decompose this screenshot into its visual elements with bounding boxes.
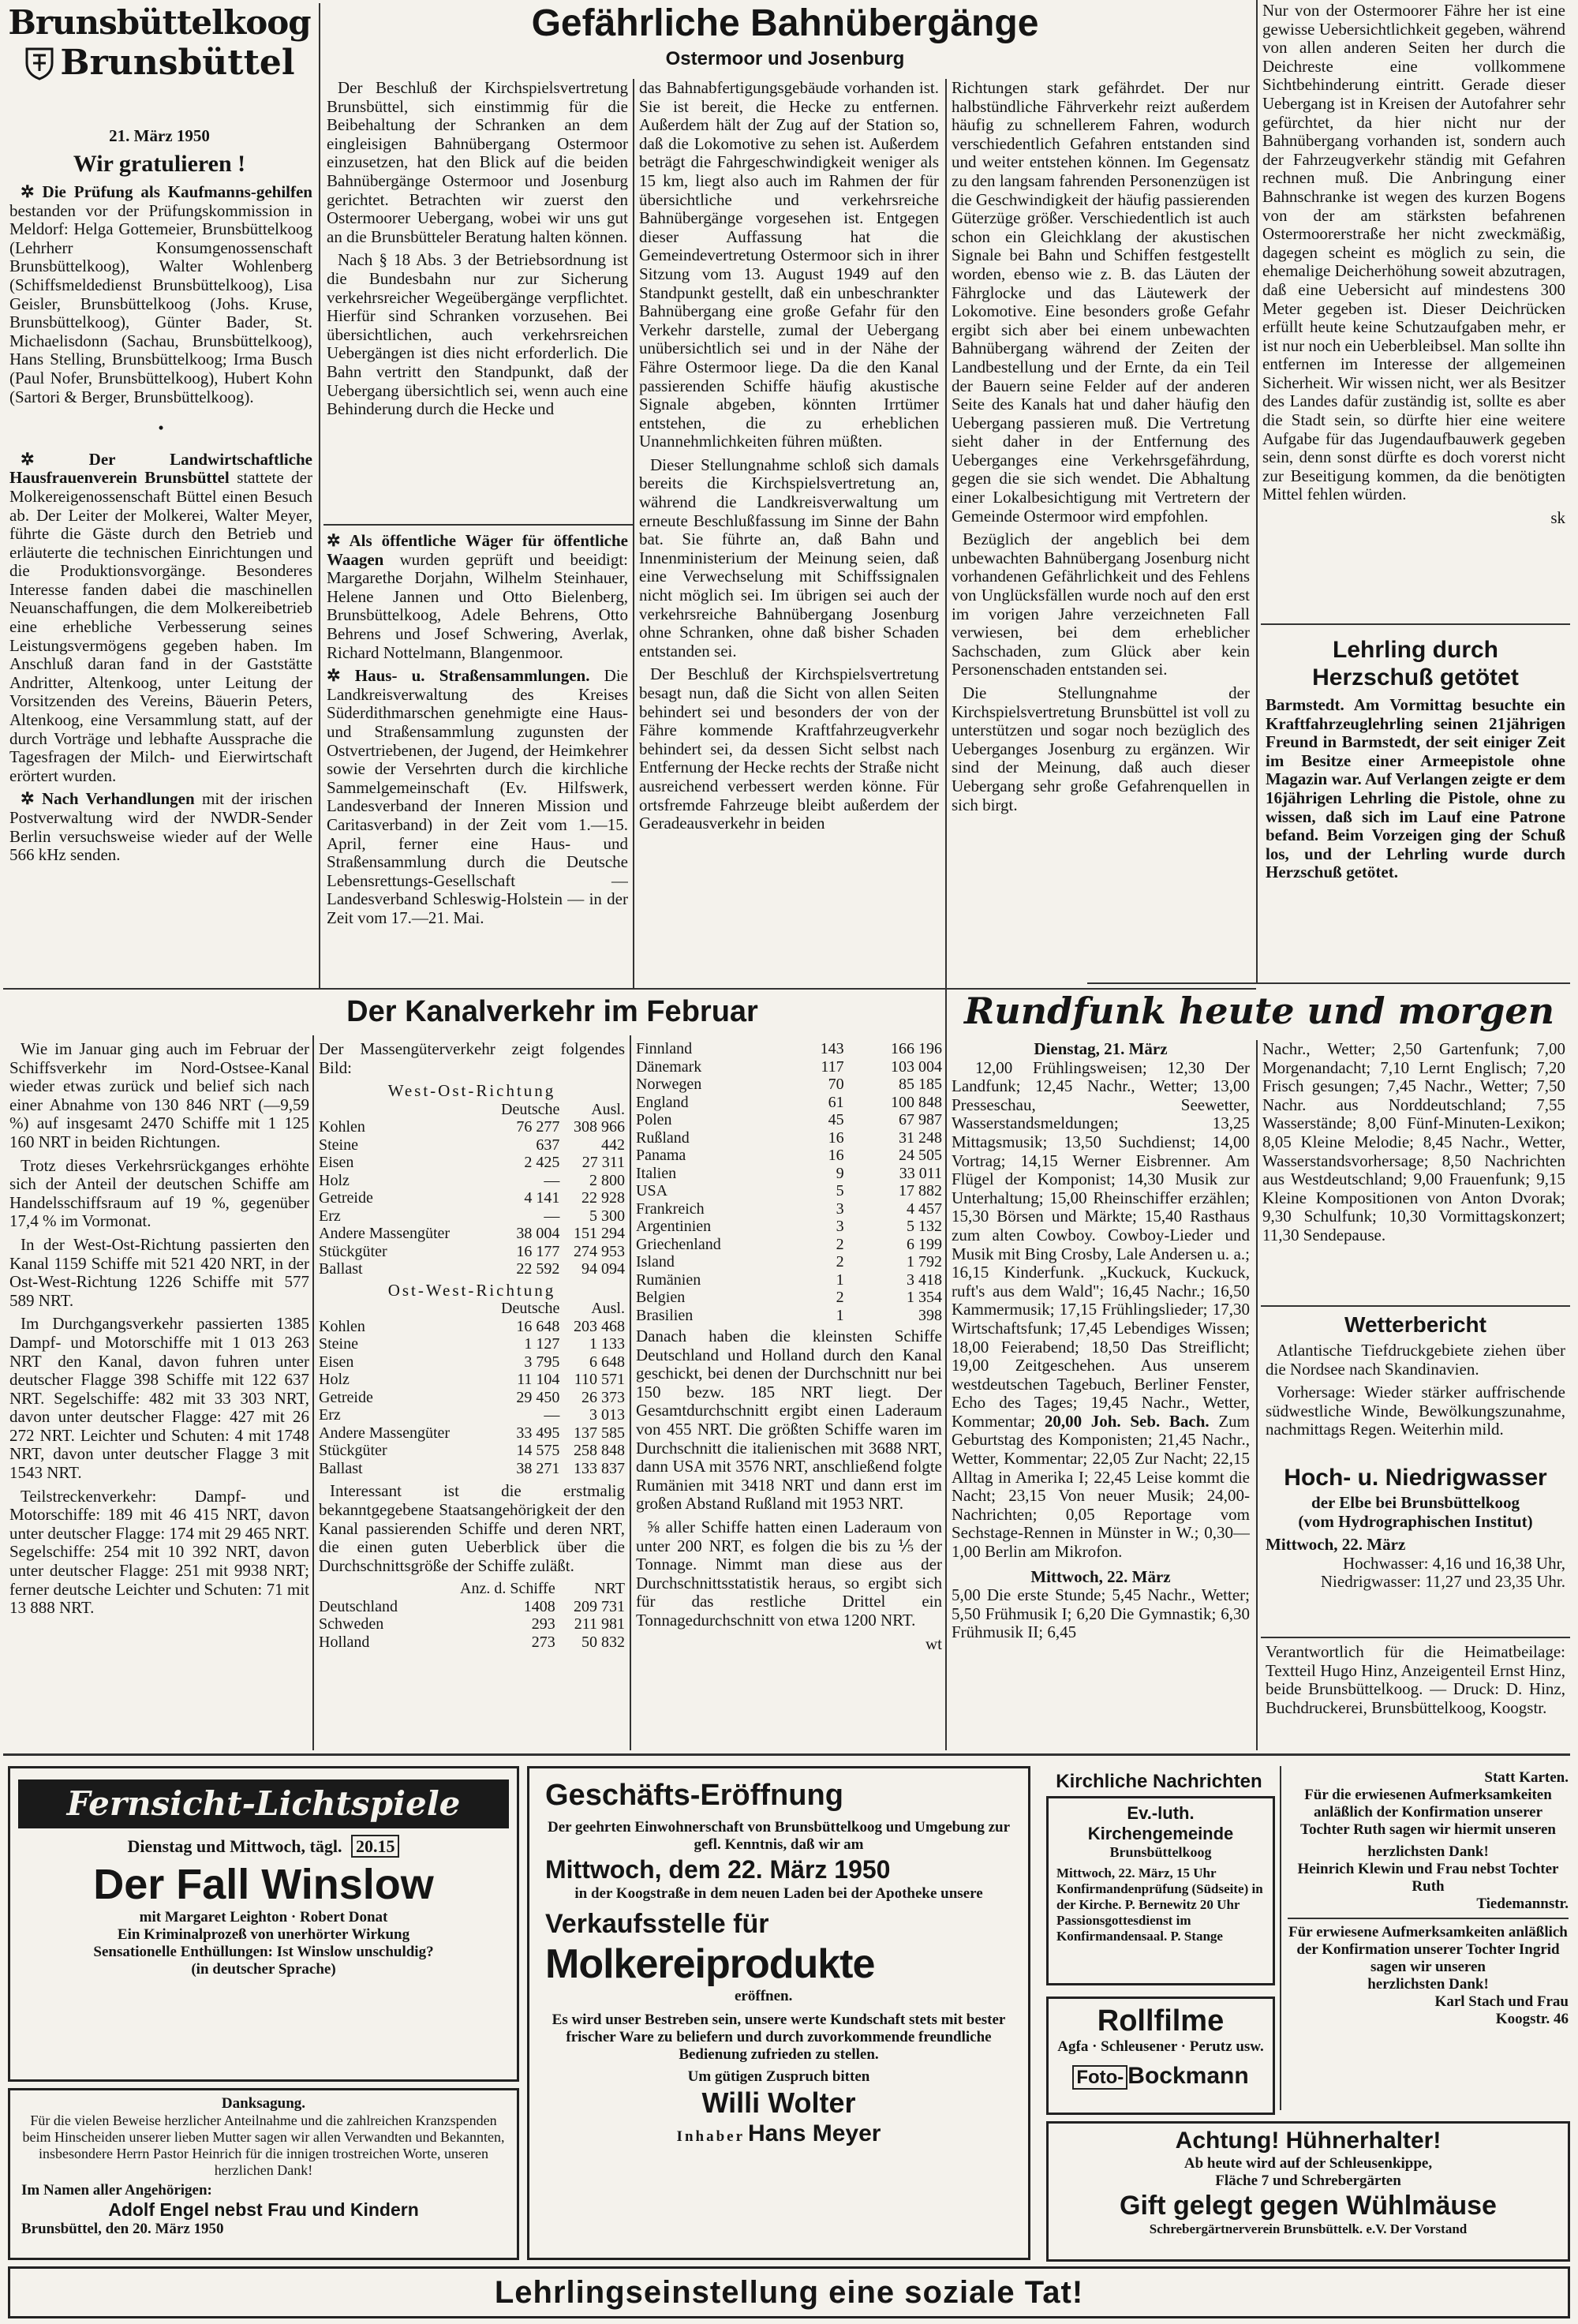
table-cell: 117 [821, 1057, 844, 1076]
wasser-sub2: (vom Hydrographischen Institut) [1298, 1512, 1533, 1531]
bahn-c3p3: Die Stellungnahme der Kirchspielsvertretung Brunsbüttel ist voll zu unterstützen und sogar noch bezüglich des Ueberganges Josenburg zu ergänzen. Wir sind der Meinung, daß auch dieser Uebergang sehr große Gefahrenquellen in sich birgt. [952, 683, 1250, 814]
dank-name: Adolf Engel nebst Frau und Kindern [108, 2199, 419, 2220]
kino-ad [8, 1766, 519, 2082]
kino-l2: Sensationelle Enthüllungen: Ist Winslow unschuldig? [93, 1944, 434, 1960]
table-cell: Griechenland [636, 1235, 721, 1253]
geschaeft-title: Geschäfts-Eröffnung [545, 1779, 843, 1812]
table-cell: — [544, 1406, 560, 1424]
impressum: Verantwortlich für die Heimatbeilage: Textteil Hugo Hinz, Anzeigenteil Ernst Hinz, beide Brunsbüttelkoog. — Druck: D. Hinz, Buchdruckerei, Brunsbüttelkoog, Koogstr. [1266, 1643, 1565, 1717]
kanal-signature: wt [925, 1634, 942, 1653]
danksagung-ad [8, 2088, 519, 2260]
table-cell: 293 [531, 1615, 555, 1634]
footer-text: Lehrlingseinstellung eine soziale Tat! [494, 2275, 1084, 2310]
kino-l3: (in deutscher Sprache) [191, 1961, 336, 1978]
bahn-c4-signature: sk [1550, 508, 1565, 528]
table-row [636, 1094, 942, 1112]
table-cell: 38 271 [516, 1459, 560, 1477]
table-cell: 14 575 [516, 1442, 560, 1460]
rundfunk-title: Rundfunk heute und morgen [963, 990, 1555, 1032]
kino-when: Dienstag und Mittwoch, tägl. [127, 1836, 342, 1856]
table-cell: England [636, 1093, 689, 1111]
ow-col-au: Ausl. [591, 1300, 625, 1318]
table-cell: 1 792 [907, 1253, 942, 1271]
table-cell: Italien [636, 1164, 677, 1182]
bahn-c2p3: Der Beschluß der Kirchspielsvertretung besagt nun, daß die Sicht von allen Seiten behindert sei und besonders der von der Fähre kommende Kraftfahrzeugverkehr behindert sei, da dessen Sicht selbst nach Entfernung der Hecke rechts der Straße nicht ausreichend verbessert werden könne. Für ortsfremde Fahrzeuge bleibt außerdem der Geradeausverkehr in beiden [639, 664, 939, 833]
table-row [319, 1154, 625, 1172]
table-cell: 2 800 [589, 1171, 625, 1189]
wasser-title: Hoch- u. Niedrigwasser [1284, 1465, 1547, 1491]
gratulieren-p1-head: Die Prüfung als Kaufmanns-gehilfen [42, 183, 312, 201]
table-cell: Frankreich [636, 1199, 705, 1218]
nat-head-k [319, 1580, 426, 1598]
table-row [636, 1200, 942, 1218]
geschaeft-big: Molkereiprodukte [545, 1941, 875, 1987]
table-row [319, 1424, 625, 1443]
bahn-c4p1: Nur von der Ostermoorer Fähre her ist eine gewisse Uebersichtlichkeit gegeben, während von allen anderen Seiten her durch die Deichreste eine vollkommene Sichtbehinderung eintritt. Gerade dieser Uebergang ist in Kreisen der Autofahrer sehr gefürchtet, da hier nicht nur der Bahnübergang vorhanden ist, sondern auch der Fahrzeugverkehr ständig mit Gefahren rechnen muß. Die Anbringung einer Bahnschranke ist wegen des kurzen Bogens von der am stärksten befahrenen Ostermoorerstraße her nicht zweckmäßig, dagegen scheint es möglich zu sein, die ehemalige Deicherhöhung soweit abzutragen, daß eine Uebersicht auf mindestens 300 Meter gegeben ist. Dieser Deichrücken erfüllt heute keine Schutzaufgaben mehr, er ist nur noch ein Ueberbleibsel. Man sollte ihn entfernen im Interesse der allgemeinen Sicherheit. Wir wissen nicht, wer als Besitzer des Landes dafür zuständig ist, sollte es aber die Stadt sein, so dürfte hier eine weitere Aufgabe für das Jugendaufbauwerk gegeben sein, denn sonst dürfte es doch vorerst nicht zur Beseitigung kommen, da die benötigten Mittel fehlen würden. [1262, 2, 1565, 504]
table-row [319, 1353, 625, 1372]
rundfunk-day2: Mittwoch, 22. März [1030, 1566, 1171, 1586]
bahn-c3p2: Bezüglich der angeblich bei dem unbewachten Bahnübergang Josenburg nicht vorhandenen Gefährlichkeit und des Fehlens von Unglücksfällen wurde noch auf den erst im vorigen Jahre verzeichneten Fall verwiesen, bei dem erheblicher Sachschaden, zum Glück aber kein Personenschaden entstanden sei. [952, 530, 1250, 679]
rundfunk-text3: Nachr., Wetter; 2,50 Gartenfunk; 7,00 Morgenandacht; 7,10 Lernt Englisch; 7,20 Frisch gesungen; 7,45 Nachr., Wetter; 7,50 Nachr. aus Norddeutschland; 7,55 Wasserstände; 8,00 Fünf-Minuten-Lexikon; 8,05 Kleine Melodie; 8,45 Nachr., Wetter, Wasserstandsvorhersage; 8,50 Nachrichten aus Westdeutschland; 9,00 Frauenfunk; 9,15 Kleine Kompositionen von Anton Dvorak; 9,30 Schulfunk; 10,30 Vormittagskonzert; 11,30 Sendepause. [1262, 1040, 1565, 1244]
table-cell: 33 011 [899, 1164, 942, 1182]
gratulieren-p3-head: Nach Verhandlungen [41, 789, 195, 809]
dank-title: Danksagung. [221, 2095, 306, 2112]
table-row [319, 1207, 625, 1226]
table-cell: Steine [319, 1136, 358, 1154]
wasser-day: Mittwoch, 22. März [1266, 1536, 1406, 1554]
table-cell: 45 [828, 1111, 844, 1128]
rollfilme-sub: Agfa · Schleusener · Perutz usw. [1057, 2038, 1264, 2055]
bahn-c2p1: das Bahnabfertigungsgebäude vorhanden ist. Sie ist bereit, die Hecke zu entfernen. Außerdem hält der Zug auf der Station so, daß die Lokomotive zu sehen ist. Außerdem beträgt die Fahrgeschwindigkeit weniger als 15 km, liegt also auch im Rahmen der für übersichtliche und verkehrsreiche Bahnübergänge vorgesehen ist. Entgegen dieser Auffassung hat die Gemeindevertretung Ostermoor sich in ihrer Sitzung vom 13. August 1949 auf den Standpunkt gestellt, daß ein unbeschrankter Bahnübergang eine große Gefahr für den Verkehr darstelle, zumal der Uebergang unübersichtlich sei und in der Nähe der Fähre Ostermoor liege. Da die den Kanal passierenden Schiffe häufig akustische Signale abgeben, könnten Irrtümer entstehen, die zu erheblichen Unannehmlichkeiten führen müßten. [639, 79, 939, 451]
gratulieren-p3: mit der irischen Postverwaltung wird der NWDR-Sender Berlin versuchsweise wieder auf der Welle 566 kHz senden. [9, 789, 312, 865]
gratulieren-title: Wir gratulieren ! [73, 151, 246, 177]
table-cell: 398 [918, 1306, 942, 1324]
rundfunk-bach: 20,00 Joh. Seb. Bach. [1044, 1411, 1210, 1431]
rundfunk-col1 [952, 1040, 1250, 1750]
table-row [636, 1058, 942, 1076]
table-cell: Kohlen [319, 1118, 365, 1136]
table-cell: 27 311 [581, 1154, 625, 1172]
table-cell: 3 795 [524, 1353, 560, 1371]
table-cell: 273 [531, 1633, 555, 1651]
table-cell: Stückgüter [319, 1442, 387, 1460]
table-cell: 5 132 [907, 1218, 942, 1235]
geschaeft-open: eröffnen. [735, 1988, 793, 2004]
table-cell: Deutschland [319, 1597, 398, 1615]
ow-heading: Ost-West-Richtung [387, 1280, 556, 1300]
table-cell: 4 457 [907, 1199, 942, 1218]
dank-namen: Im Namen aller Angehörigen: [21, 2182, 212, 2199]
table-cell: 209 731 [574, 1597, 625, 1615]
table-cell: 61 [828, 1093, 844, 1111]
table-cell: Erz [319, 1406, 341, 1424]
karten-o2: Koogstr. 46 [1495, 2011, 1569, 2027]
table-row [636, 1182, 942, 1200]
rollfilme-ad [1046, 1997, 1275, 2115]
table-cell: Getreide [319, 1189, 373, 1207]
rundfunk-text1b: Zum Geburtstag des Komponisten; 21,45 Nachr., Wetter, Kommentar; 22,05 Zur Nacht; 22,15 Alltag in Amerika I; 22,45 Leise kommt die Nacht; 23,15 Von neuer Musik; 24,00-Nachrichten; 0,05 Reportage vom Sechstage-Rennen in Münster in W.; 0,30—1,00 Berlin am Mikrofon. [952, 1411, 1250, 1562]
bahn-c1p2: Nach § 18 Abs. 3 der Betriebsordnung ist die Bundesbahn nur zur Sicherung verkehrsreicher Wegeübergänge verpflichtet. Hierfür sind Schranken vorzusehen. Bei übersichtlichen, auch verkehrsreichen Uebergängen ist dies nicht erforderlich. Die Bahn vertritt den Standpunkt, daß der Uebergang übersichtlich sei, wenn auch eine Behinderung durch die Hecke und [327, 250, 628, 419]
karten-ad [1288, 1769, 1569, 2109]
geschaeft-intro: Der geehrten Einwohnerschaft von Brunsbüttelkoog und Umgebung zur gefl. Kenntnis, daß wir am [547, 1819, 1011, 1853]
kirche-sub2: Kirchengemeinde [1087, 1824, 1234, 1843]
wetter-vorhersage: Vorhersage: Wieder stärker auffrischende südwestliche Winde, Bewölkungszunahme, nachmittags Regen. Weiterhin mild. [1266, 1383, 1565, 1439]
ow-col-de: Deutsche [501, 1300, 560, 1318]
table-cell: Panama [636, 1147, 686, 1164]
bahn-c1p1: Der Beschluß der Kirchspielsvertretung Brunsbüttel, sich einstimmig für die Beibehaltung der Schranken an dem eingleisigen Bahnübergang Ostermoor einzusetzen, hat den Blick auf die beiden Bahnübergänge Ostermoor und Josenburg gerichtet. Betrachten wir zuerst den Ostermoorer Uebergang, wobei wir uns gut an die Brunsbütteler Beratung halten können. [327, 79, 628, 246]
huehner-sig: Schrebergärtnerverein Brunsbüttelk. e.V. Der Vorstand [1149, 2221, 1468, 2236]
geschaeft-text: Es wird unser Bestreben sein, unsere werte Kundschaft stets mit bester frischer Ware zu beliefern und durch zuvorkommende freundliche Bedienung zufrieden zu stellen. [552, 2012, 1006, 2063]
bahn-col4 [1262, 2, 1565, 625]
masthead-line1: Brunsbüttelkoog [8, 3, 311, 42]
geschaeft-name1: Willi Wolter [701, 2086, 856, 2119]
table-cell: 637 [536, 1136, 560, 1154]
table-cell: 16 [828, 1147, 844, 1164]
rundfunk-col2 [1262, 1040, 1565, 1308]
kirche-sub1: Ev.-luth. [1127, 1803, 1195, 1823]
geschaeft-l2: in der Koogstraße in dem neuen Laden bei der Apotheke unsere [574, 1885, 983, 1902]
table-cell: 3 013 [589, 1406, 625, 1424]
table-cell: 94 094 [581, 1260, 625, 1278]
footer-banner [8, 2266, 1570, 2318]
table-cell: Eisen [319, 1154, 354, 1172]
wetter-text: Atlantische Tiefdruckgebiete ziehen über die Nordsee nach Skandinavien. [1266, 1342, 1565, 1379]
kino-cast: mit Margaret Leighton · Robert Donat [139, 1909, 388, 1925]
table-cell: 100 848 [891, 1093, 942, 1111]
table-cell: 17 882 [899, 1182, 942, 1199]
huehner-ad [1046, 2121, 1570, 2262]
wasser-hoch: Hochwasser: 4,16 und 16,38 Uhr, [1342, 1553, 1565, 1573]
sammlung-text: Die Landkreisverwaltung des Kreises Süderdithmarschen genehmigte eine Haus- und Straßensammlung zugunsten der Ostvertriebenen, der Jugend, der Heimkehrer sowie der Versehrten durch die kirchliche Sammelgemeinschaft (Ev. Hilfswerk, Landesverband der Inneren Mission und Caritasverband) in der Zeit vom 1.—15. April, ferner eine Haus- und Straßensammlung durch die Deutsche Lebensrettungs-Gesellschaft — Landesverband Schleswig-Holstein — in der Zeit vom 17.—21. Mai. [327, 666, 628, 927]
masthead [6, 3, 312, 84]
karten-t2: Für erwiesene Aufmerksamkeiten anläßlich der Konfirmation unserer Tochter Ingrid sagen wir unseren [1288, 1924, 1568, 1975]
table-row [319, 1634, 625, 1652]
karten-d1: herzlichsten Dank! [1367, 1843, 1489, 1860]
wasser-sub1: der Elbe bei Brunsbüttelkoog [1311, 1493, 1520, 1512]
table-cell: — [544, 1171, 560, 1189]
table-cell: 203 468 [574, 1317, 625, 1335]
table-row [636, 1253, 942, 1271]
table-cell: Rußland [636, 1128, 690, 1147]
table-cell: Rumänien [636, 1271, 701, 1289]
wo-heading: West-Ost-Richtung [387, 1081, 556, 1101]
nat-table-2 [636, 1040, 942, 1324]
kanal-col2 [319, 1040, 625, 1750]
kanal-p8: ⅝ aller Schiffe hatten einen Laderaum von unter 200 NRT, es folgen die bis zu ⅕ der Tonnage. Nimmt man diese aus der Durchschnittsstatistik heraus, so ergibt sich für das restliche Drittel ein Tonnagedurchschnitt von etwa 1200 NRT. [636, 1517, 942, 1630]
table-cell: 2 [836, 1289, 844, 1306]
table-row [319, 1189, 625, 1207]
table-row [319, 1243, 625, 1261]
table-cell: 143 [820, 1040, 844, 1057]
geschaeft-ad [527, 1766, 1030, 2260]
table-row [636, 1129, 942, 1147]
table-cell: — [544, 1207, 560, 1225]
table-cell: Andere Massengüter [319, 1225, 451, 1243]
table-cell: Andere Massengüter [319, 1424, 451, 1442]
dank-text: Für die vielen Beweise herzlicher Anteilnahme und die zahlreichen Kranzspenden beim Hinscheiden unserer lieben Mutter sagen wir allen Verwandten und Bekannten, insbesondere Herrn Pastor Heinrich für die innigen trostreichen Worte, unseren herzlichen Dank! [22, 2113, 505, 2178]
table-cell: Getreide [319, 1388, 373, 1406]
table-cell: USA [636, 1182, 668, 1199]
table-row [319, 1615, 625, 1634]
issue-date: 21. März 1950 [109, 126, 210, 145]
table-row [319, 1136, 625, 1155]
kanal-col1 [9, 1040, 309, 1750]
table-row [319, 1442, 625, 1460]
waeger-head: Als öffentliche Wäger für öffentliche Waagen [327, 532, 628, 569]
table-cell: 9 [836, 1164, 844, 1182]
table-cell: Schweden [319, 1615, 384, 1634]
table-cell: 16 648 [516, 1317, 560, 1335]
huehner-l1: Ab heute wird auf der Schleusenkippe, [1184, 2155, 1433, 2172]
table-cell: Finnland [636, 1040, 693, 1057]
geschaeft-sub: Verkaufsstelle für [545, 1909, 769, 1939]
table-cell: 31 248 [899, 1128, 942, 1147]
ow-table [319, 1300, 625, 1477]
kanal-p3: In der West-Ost-Richtung passierten den Kanal 1159 Schiffe mit 521 420 NRT, in der Ost-West-Richtung 1226 Schiffe mit 577 589 NRT. [9, 1234, 309, 1310]
karten-t1: Für die erwiesenen Aufmerksamkeiten anläßlich der Konfirmation unserer Tochter Ruth sagen wir hiermit unseren [1300, 1787, 1556, 1838]
lehrling-text: Barmstedt. Am Vormittag besuchte ein Kraftfahrzeuglehrling seinen 21jährigen Freund in Barmstedt, der seit einiger Zeit im Besitze einer Armeepistole ohne Magazin war. Auf Verlangen zeigte er dem 16jährigen Lehrling die Pistole, ohne zu wissen, daß sich im Lauf eine Patrone befand. Beim Vorzeigen ging der Schuß los, und der Lehrling wurde durch Herzschuß getötet. [1266, 696, 1565, 882]
table-row [319, 1335, 625, 1353]
lehrling-title [1261, 636, 1570, 691]
gratulieren-p2: stattete der Molkereigenossenschaft Büttel einen Besuch ab. Der Leiter der Molkerei, Walter Meyer, führte die Gäste durch den Betrieb und erläuterte die technischen Einrichtungen und die Produktionsvorgänge. Besonderes Interesse fanden dabei die maschinellen Neuanschaffungen, die dem Molkereibetrieb eine erhebliche Verbesserung seines Leistungsvermögens gegeben haben. Im Anschluß daran fand in der Gaststätte Andritter, Altenkoog, unter Leitung der Vorsitzenden des Vereins, Bäuerin Peters, Altenkoog, eine Versammlung statt, auf der durch Vorträge und lebhafte Aussprache die Tagesfragen der Milch- und Eierwirtschaft erörtert wurden. [9, 468, 312, 785]
table-cell: 133 837 [574, 1459, 625, 1477]
bahn-c3p1: Richtungen stark gefährdet. Der nur halbstündliche Fährverkehr reizt außerdem häufig zu schnellerem Fahren, wodurch verschiedentlich Gefahren entstanden sind und weiter entstehen können. Im Gegensatz zu den langsam fahrenden Personenzügen ist die Geschwindigkeit der häufig passierenden Güterzüge größer. Verschiedentlich ist auch schon ein Gleichklang der akustischen Signale bei Bahn und Schiffen festgestellt worden, ebenso wie z. B. das Läuten der Fährglocke und das Läutewerk der Lokomotive. Eine besonders große Gefahr ergibt sich aber bei einem unbewachten Bahnübergang während der Zeiten der Landbestellung und der Ernte, da ein Teil der Bauern seine Felder auf der anderen Seite des Kanals hat und daher häufig den Uebergang passieren muß. Die Vertretung sieht daher in der Entfernung des Ueberganges eine Verkehrsgefährdung, gegen die sie sich wendet. Die Abhaltung einer Lokalbesichtigung mit Vertretern der Gemeinde Ostermoor wird empfohlen. [952, 79, 1250, 526]
table-row [636, 1307, 942, 1325]
table-cell: 50 832 [581, 1633, 625, 1651]
table-cell: Norwegen [636, 1076, 702, 1093]
table-row [636, 1289, 942, 1307]
kino-film: Der Fall Winslow [93, 1861, 434, 1908]
bahn-title: Gefährliche Bahnübergänge [531, 2, 1039, 44]
table-cell: 24 505 [899, 1147, 942, 1164]
table-cell: Kohlen [319, 1317, 365, 1335]
table-cell: Ballast [319, 1459, 363, 1477]
kino-l1: Ein Kriminalprozeß von unerhörter Wirkung [117, 1926, 410, 1943]
karten-n1: Heinrich Klewin und Frau nebst Tochter Ruth [1297, 1861, 1559, 1895]
karten-d2: herzlichsten Dank! [1367, 1976, 1489, 1993]
geschaeft-inh: Inhaber [676, 2128, 746, 2145]
bahn-col3 [952, 79, 1250, 988]
kanal-p1: Wie im Januar ging auch im Februar der Schiffsverkehr im Nord-Ostsee-Kanal wieder etwas zurück und belief sich nach einer Abnahme von 130 846 NRT (—9,59 %) auf insgesamt 2470 Schiffe mit 1 125 160 NRT in beiden Richtungen. [9, 1040, 309, 1151]
table-row [636, 1040, 942, 1058]
gratulieren-p1: bestanden vor der Prüfungskommission in Meldorf: Helga Gottemeier, Brunsbüttelkoog (Lehrherr Konsumgenossenschaft Brunsbüttelkoog), Walter Wohlenberg (Schiffsmeldedienst Brunsbüttelkoog), Lisa Geisler, Brunsbüttelkoog (Johs. Kruse, Brunsbüttelkoog), Günter Bader, St. Michaelisdonn (Sachau, Brunsbüttelkoog), Hans Stelling, Brunsbüttelkoog; Irma Busch (Paul Nofer, Brunsbüttelkoog), Hubert Kohn (Sartori & Berger, Brunsbüttelkoog). [9, 200, 312, 406]
dank-ort: Brunsbüttel, den 20. März 1950 [21, 2221, 224, 2237]
kino-time: 20.15 [351, 1835, 400, 1858]
table-cell: 137 585 [574, 1424, 625, 1442]
table-cell: 22 928 [581, 1189, 625, 1207]
table-cell: Island [636, 1253, 675, 1271]
coat-of-arms-icon [24, 46, 55, 80]
sammlung-head: Haus- u. Straßensammlungen. [354, 666, 590, 686]
wasser-column [1266, 1536, 1565, 1607]
table-row [319, 1406, 625, 1424]
waeger-column: ✲ Als öffentliche Wäger für öffentliche Waagen wurden geprüft und beeidigt: Margarethe Dorjahn, Wilhelm Steinhauer, Helene Jannen und Otto Bielenberg, Brunsbüttelkoog, Adele Behrens, Otto Behrens und Josef Schwering, Averlak, Richard Nottelmann, Blangenmoor. ✲ Haus- u. Straßensammlungen. Die Landkreisverwaltung des Kreises Süderdithmarschen genehmigte eine Haus- und Straßensammlung zugunsten der Ostvertriebenen, der Jugend, der Heimkehrer sowie der Versehrten durch die kirchliche Sammelgemeinschaft (Ev. Hilfswerk, Landesverband der Inneren Mission und Caritasverband) in der Zeit vom 1.—15. April, ferner eine Haus- und Straßensammlung durch die Deutsche Lebensrettungs-Gesellschaft — Landesverband Schleswig-Holstein — in der Zeit vom 17.—21. Mai. [327, 532, 628, 927]
table-row [636, 1271, 942, 1289]
kanal-p2: Trotz dieses Verkehrsrückganges erhöhte sich der Anteil der deutschen Schiffe am Handelsschiffsraum auf 19 %, gegenüber 17,4 % im Vormonat. [9, 1155, 309, 1231]
table-row [636, 1147, 942, 1165]
table-row [636, 1165, 942, 1183]
karten-h: Statt Karten. [1484, 1769, 1569, 1786]
table-cell: 29 450 [516, 1388, 560, 1406]
table-row [319, 1389, 625, 1407]
geschaeft-bitte: Um gütigen Zuspruch bitten [687, 2068, 870, 2085]
table-row [319, 1460, 625, 1478]
table-cell: 4 141 [524, 1189, 560, 1207]
table-cell: 26 373 [581, 1388, 625, 1406]
table-cell: 5 [836, 1182, 844, 1199]
table-row [319, 1260, 625, 1278]
nat-head-n: NRT [594, 1580, 625, 1598]
table-row [319, 1118, 625, 1136]
table-cell: 70 [828, 1076, 844, 1093]
table-cell: 85 185 [899, 1076, 942, 1093]
nat-head-s: Anz. d. Schiffe [460, 1580, 555, 1598]
table-cell: 442 [601, 1136, 625, 1154]
lehrling-title-1: Lehrling durch [1333, 637, 1498, 663]
table-cell: 6 199 [907, 1235, 942, 1253]
table-row [319, 1371, 625, 1389]
table-row [636, 1111, 942, 1129]
kirche-title: Kirchliche Nachrichten [1056, 1771, 1262, 1792]
wo-col-au: Ausl. [591, 1100, 625, 1118]
kirche-text: Mittwoch, 22. März, 15 Uhr Konfirmandenprüfung (Südseite) in der Kirche. P. Bernewitz 20 Uhr Passionsgottesdienst im Konfirmandensaal. P. Stange [1056, 1866, 1263, 1944]
table-cell: 166 196 [891, 1040, 942, 1057]
table-cell: 1 127 [524, 1335, 560, 1353]
table-cell: 67 987 [899, 1111, 942, 1128]
bahn-c2p2: Dieser Stellungnahme schloß sich damals bereits die Kirchspielsvertretung an, während die Landkreisverwaltung um erneute Beschlußfassung im Sinne der Bahn bat. Sie führte an, daß Bahn und Innenministerium der Meinung seien, daß eine Verwechselung mit Schiffssignalen nicht möglich sei. Im übrigen sei auch der verkehrsreiche Bahnübergang Josenburg ohne Schranken, ohne daß bisher Schaden entstanden sei. [639, 455, 939, 661]
wo-table [319, 1101, 625, 1278]
bahn-col2 [639, 79, 939, 988]
table-cell: 103 004 [891, 1057, 942, 1076]
table-cell: Eisen [319, 1353, 354, 1371]
table-row [319, 1225, 625, 1243]
table-cell: 1408 [523, 1597, 555, 1615]
table-cell: 2 [836, 1235, 844, 1253]
table-row [319, 1318, 625, 1336]
kirche-sub3: Brunsbüttelkoog [1109, 1844, 1212, 1860]
table-cell: Steine [319, 1335, 358, 1353]
table-cell: 2 425 [524, 1154, 560, 1172]
rollfilme-title: Rollfilme [1097, 2004, 1225, 2038]
kanal-intro: Der Massengüterverkehr zeigt folgendes Bild: [319, 1040, 625, 1077]
table-cell: 151 294 [574, 1225, 625, 1243]
kino-name: Fernsicht-Lichtspiele [66, 1784, 461, 1823]
rollfilme-name: Bockmann [1127, 2063, 1249, 2089]
table-cell: 274 953 [574, 1242, 625, 1260]
table-cell: 33 495 [516, 1424, 560, 1442]
rundfunk-text2: 5,00 Die erste Stunde; 5,45 Nachr., Wetter; 5,50 Frühmusik I; 6,20 Die Gymnastik; 6,30 Frühmusik II; 6,45 [952, 1585, 1250, 1642]
table-cell: Belgien [636, 1289, 686, 1306]
kanal-p6: Interessant ist die erstmalig bekanntgegebene Staatsangehörigkeit der den Kanal passierenden Schiffe und deren NRT, die einen guten Ueberblick über die Durchschnittsgröße der Schiffe zuläßt. [319, 1481, 625, 1575]
wasser-niedrig: Niedrigwasser: 11,27 und 23,35 Uhr. [1320, 1572, 1565, 1592]
table-cell: 1 133 [589, 1335, 625, 1353]
masthead-line2: Brunsbüttel [60, 43, 295, 83]
huehner-title: Achtung! Hühnerhalter! [1175, 2128, 1442, 2154]
bahn-subtitle: Ostermoor und Josenburg [665, 48, 905, 69]
rundfunk-text1: 12,00 Frühlingsweisen; 12,30 Der Landfunk; 12,45 Nachr., Wetter; 13,00 Presseschau, Seewetter, Wasserstandsmeldungen; 13,25 Mittagsmusik; 13,50 Suchdienst; 14,00 Vortrag; 14,15 Werner Eisbrenner. Am Flügel der Komponist; 14,30 Musik zur Unterhaltung; 15,00 Rheinschiffer erzählen; 15,30 Börsen und Märkte; 15,40 Rasthaus zum alten Cowboy. Cowboy-Lieder und Musik mit Bing Crosby, Lale Andersen u. a.; 16,15 Kinderfunk. „Kuckuck, Kuckuck, ruft's aus dem Wald"; 16,45 Nachr.; 16,50 Kammermusik; 17,15 Frühlingslieder; 17,30 Wirtschaftsfunk; 17,45 Lebendiges Wissen; 18,00 Feierabend; 18,50 Das Streiflicht; 19,00 Zeitgeschehen. Aus unserem westdeutschen Tagebuch, Berliner Fenster, Echo des Tages; 19,45 Nachr., Wetter, Kommentar; [952, 1057, 1250, 1431]
kanal-title: Der Kanalverkehr im Februar [346, 995, 758, 1028]
table-cell: 1 [836, 1271, 844, 1289]
table-row [319, 1172, 625, 1190]
table-cell: 308 966 [574, 1118, 625, 1136]
kanal-p7: Danach haben die kleinsten Schiffe Deutschland und Holland durch den Kanal geschickt, bei denen der Durchschnitt nur bei 150 bezw. 185 NRT liegt. Der Gesamtdurchschnitt ergibt einen Laderaum von 455 NRT. Die größten Schiffe waren im Durchschnitt die italienischen mit 3688 NRT, dann USA mit 3576 NRT, anschließend folgte Rumänien mit 3418 NRT und dann erst im großen Abstand Rußland mit 1953 NRT. [636, 1327, 942, 1514]
table-cell: 6 648 [589, 1353, 625, 1371]
table-cell: 22 592 [516, 1260, 560, 1278]
table-cell: Stückgüter [319, 1242, 387, 1260]
lehrling-title-2: Herzschuß getötet [1312, 664, 1519, 690]
table-cell: 76 277 [516, 1118, 560, 1136]
kanal-col3 [636, 1040, 942, 1750]
table-cell: Erz [319, 1207, 341, 1225]
bahn-col1 [327, 79, 628, 537]
table-cell: 3 [836, 1218, 844, 1235]
kanal-p4: Im Durchgangsverkehr passierten 1385 Dampf- und Motorschiffe mit 1 013 263 NRT den Kanal, davon fuhren unter deutscher Flagge 398 Schiffe mit 122 637 NRT. Segelschiffe: 482 mit 33 303 NRT, davon unter deutscher Flagge: 427 mit 26 272 NRT. Leichter und Schuten: 4 mit 1748 NRT, davon unter deutscher Flagge 3 mit 1543 NRT. [9, 1314, 309, 1483]
table-cell: 1 354 [907, 1289, 942, 1306]
table-cell: Argentinien [636, 1218, 712, 1235]
wo-col-de: Deutsche [501, 1100, 560, 1118]
karten-o1: Tiedemannstr. [1476, 1896, 1569, 1912]
table-cell: 5 300 [589, 1207, 625, 1225]
nat-table-1 [319, 1580, 625, 1651]
rollfilme-foto: Foto- [1072, 2065, 1127, 2090]
table-cell: Polen [636, 1111, 672, 1128]
kirche-ad [1046, 1796, 1275, 1985]
gratulieren-p2-head: Der Landwirtschaftliche Hausfrauenverein Brunsbüttel [9, 449, 312, 488]
huehner-big: Gift gelegt gegen Wühlmäuse [1120, 2191, 1497, 2221]
table-cell: 3 [836, 1199, 844, 1218]
table-cell: 11 104 [517, 1371, 560, 1389]
geschaeft-date: Mittwoch, dem 22. März 1950 [545, 1855, 891, 1884]
table-cell: 258 848 [574, 1442, 625, 1460]
rundfunk-day1: Dienstag, 21. März [1034, 1040, 1168, 1058]
wetter-column [1266, 1342, 1565, 1452]
table-cell: 38 004 [516, 1225, 560, 1243]
geschaeft-name2: Hans Meyer [748, 2120, 881, 2146]
table-cell: Holz [319, 1371, 350, 1389]
kanal-p5: Teilstreckenverkehr: Dampf- und Motorschiffe: 189 mit 46 415 NRT, davon unter deutscher Flagge: 174 mit 29 465 NRT. Segelschiffe: 254 mit 10 392 NRT, davon unter deutscher Flagge: 251 mit 9938 NRT; ferner deutsche Leichter und Schuten: 71 mit 13 888 NRT. [9, 1486, 309, 1618]
table-cell: 211 981 [574, 1615, 625, 1634]
table-cell: 2 [836, 1253, 844, 1271]
table-cell: 16 [828, 1128, 844, 1147]
table-row [319, 1598, 625, 1616]
masthead-line2-row [6, 43, 312, 84]
table-cell: 3 418 [907, 1271, 942, 1289]
table-cell: 110 571 [574, 1371, 625, 1389]
table-cell: Dänemark [636, 1057, 702, 1076]
table-row [636, 1236, 942, 1254]
waeger-text: wurden geprüft und beeidigt: Margarethe Dorjahn, Wilhelm Steinhauer, Helene Jannen und Otto Bielenberg, Brunsbüttelkoog, Adele Behrens, Otto Behrens und Josef Schwering, Averlak, Richard Nottelmann, Blangenmoor. [327, 549, 628, 662]
huehner-l2: Fläche 7 und Schrebergärten [1215, 2172, 1401, 2189]
karten-n2: Karl Stach und Frau [1434, 1993, 1569, 2010]
table-cell: 16 177 [516, 1242, 560, 1260]
gratulieren-column: ✲ Die Prüfung als Kaufmanns-gehilfen bestanden vor der Prüfungskommission in Meldorf: Helga Gottemeier, Brunsbüttelkoog (Lehrherr Konsumgenossenschaft Brunsbüttelkoog), Walter Wohlenberg (Schiffsmeldedienst Brunsbüttelkoog), Lisa Geisler, Brunsbüttelkoog (Johs. Kruse, Brunsbüttelkoog), Günter Bader, St. Michaelisdonn (Sachau, Brunsbüttelkoog), Hans Stelling, Brunsbüttelkoog; Irma Busch (Paul Nofer, Brunsbüttelkoog), Hubert Kohn (Sartori & Berger, Brunsbüttelkoog). • ✲ Der Landwirtschaftliche Hausfrauenverein Brunsbüttel stattete der Molkereigenossenschaft Büttel einen Besuch ab. Der Leiter der Molkerei, Walter Meyer, führte die Gäste durch den Betrieb und erläuterte die technischen Einrichtungen und die Produktionsvorgänge. Besonderes Interesse fanden dabei die maschinellen Neuanschaffungen, die dem Molkereibetrieb eine erhebliche Verbesserung seines Leistungsvermögens gegeben haben. Im Anschluß daran fand in der Gaststätte Andritter, Altenkoog, unter Leitung der Vorsitzenden des Vereins, Bäuerin Peters, Altenkoog, eine Versammlung statt, auf der durch Vorträge und lebhafte Aussprache die Tagesfragen der Milch- und Eierwirtschaft erörtert wurden. ✲ Nach Verhandlungen mit der irischen Postverwaltung wird der NWDR-Sender Berlin versuchsweise wieder auf der Welle 566 kHz senden. [9, 183, 312, 865]
table-cell: Holz [319, 1171, 350, 1189]
table-cell: 1 [836, 1306, 844, 1324]
table-cell: Holland [319, 1633, 370, 1651]
table-cell: Brasilien [636, 1306, 694, 1324]
table-row [636, 1076, 942, 1094]
table-cell: Ballast [319, 1260, 363, 1278]
table-row [636, 1218, 942, 1236]
wetter-title: Wetterbericht [1344, 1312, 1486, 1337]
